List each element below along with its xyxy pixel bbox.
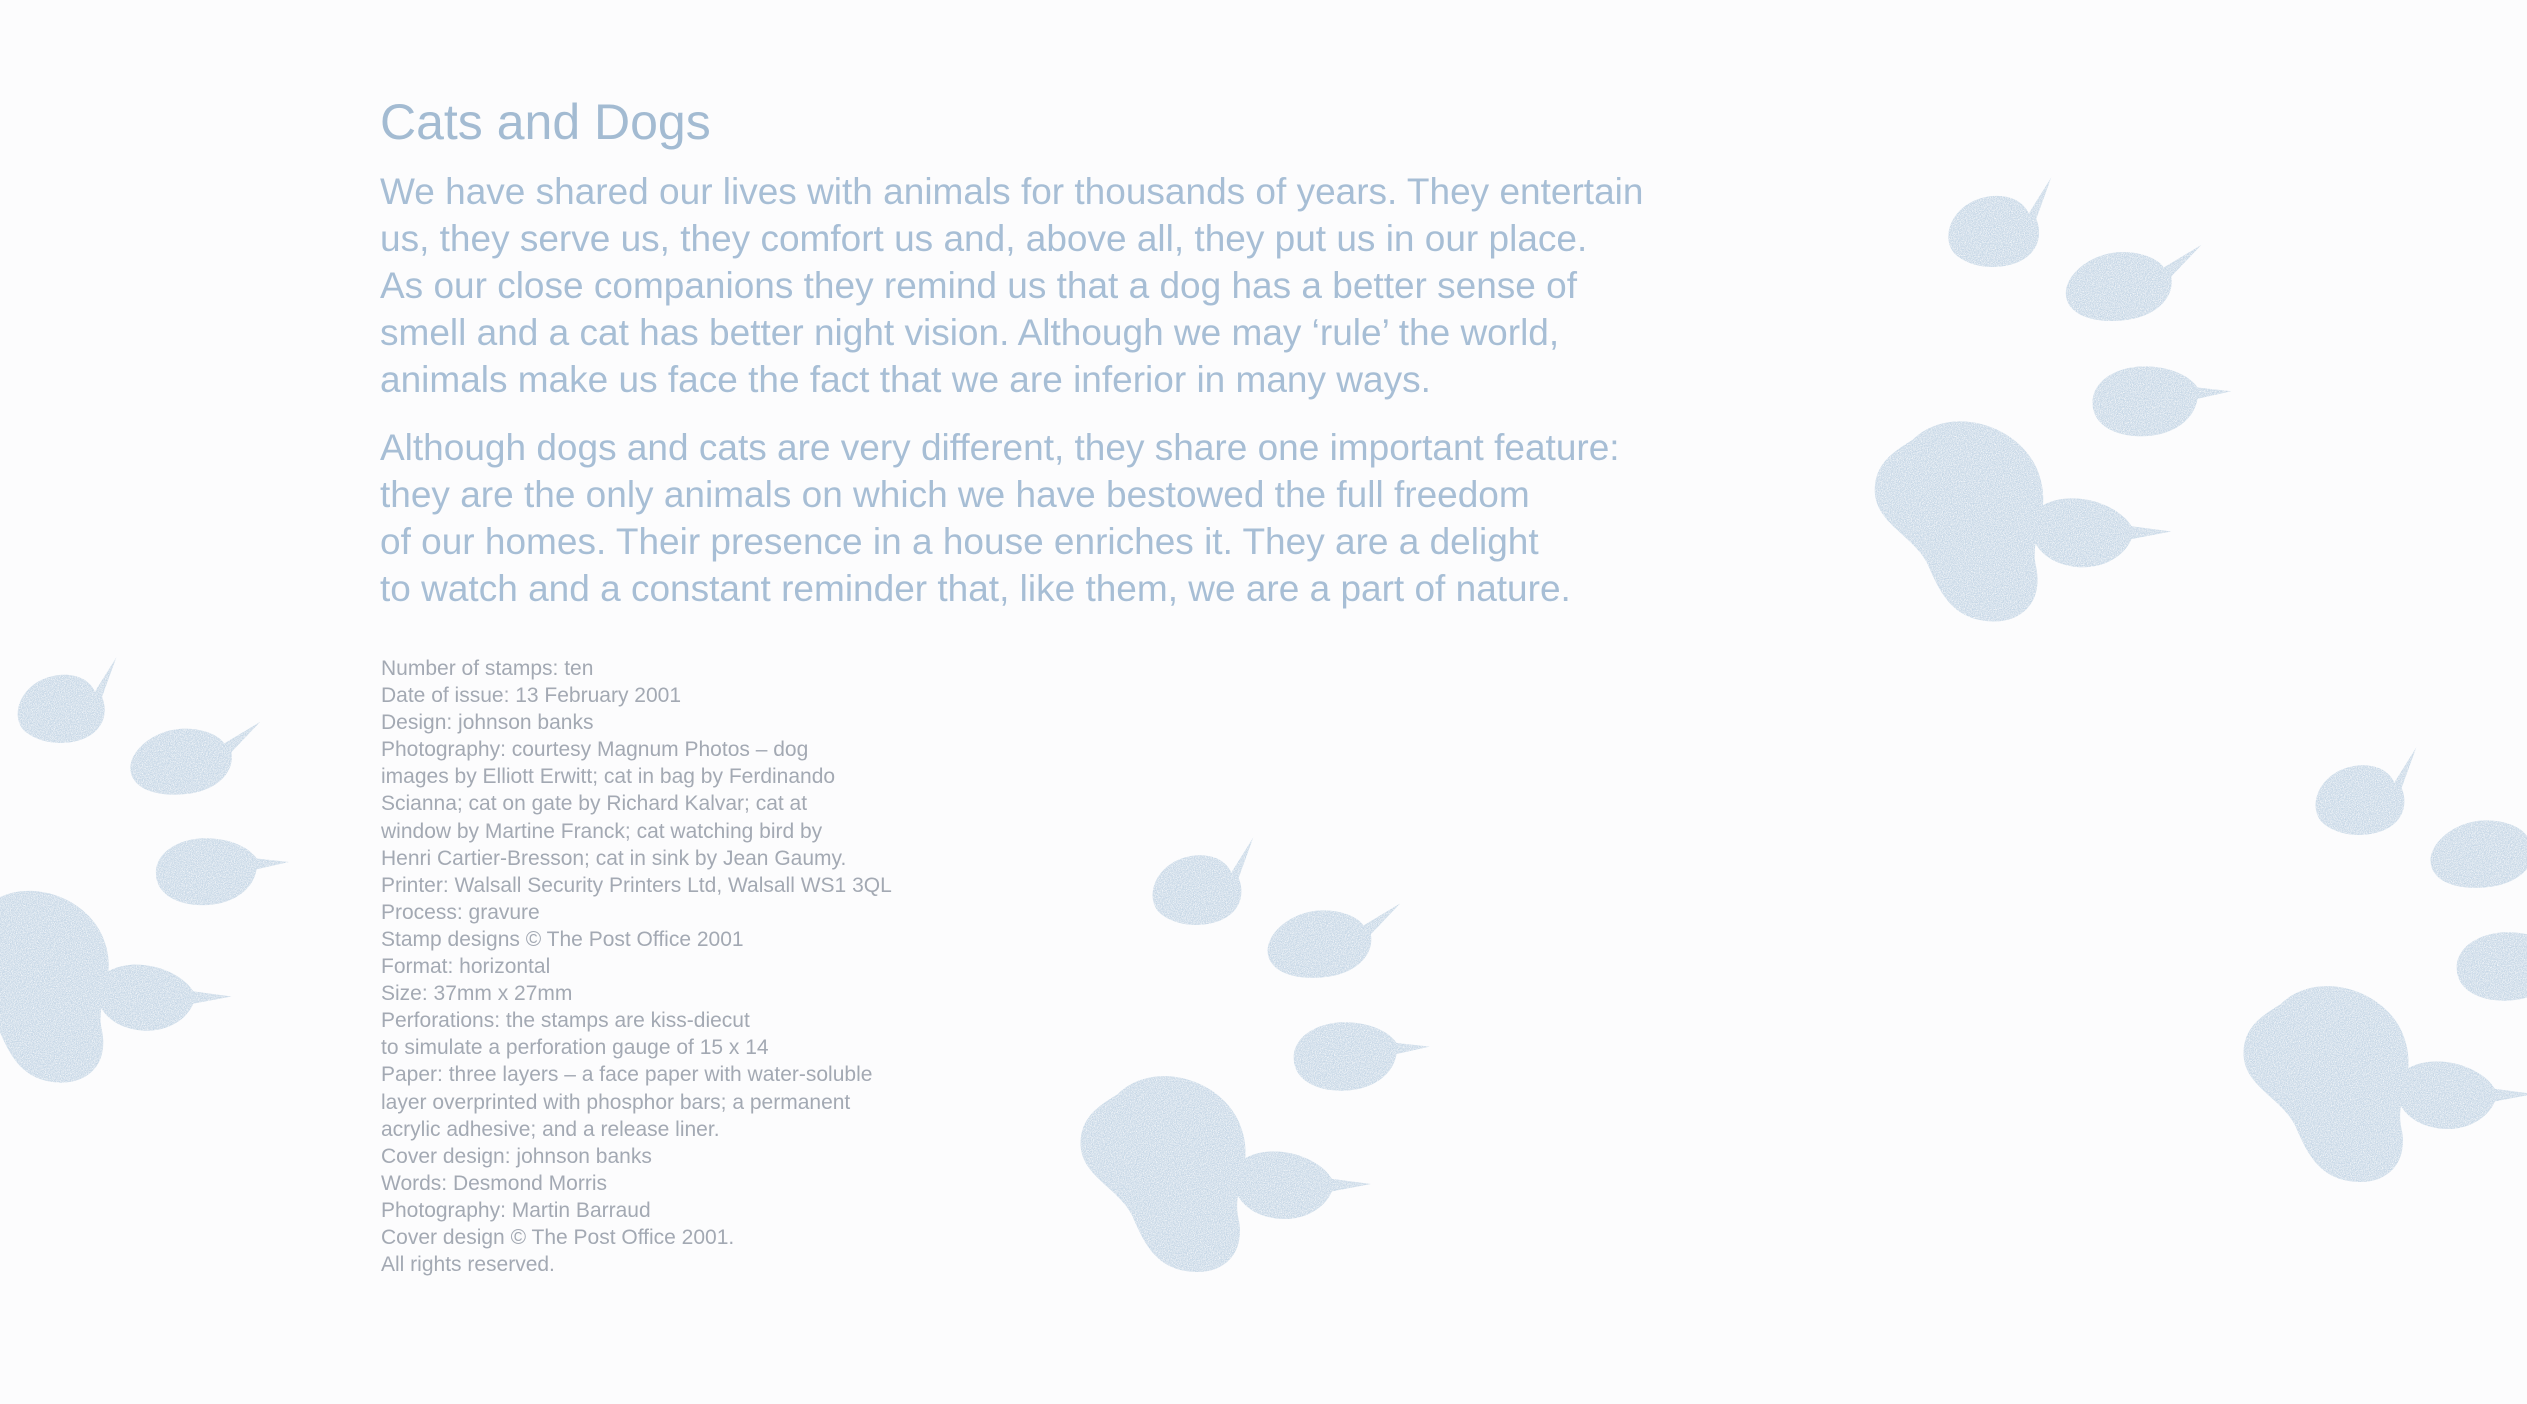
page-title: Cats and Dogs: [380, 94, 711, 150]
detail-line: Format: horizontal: [381, 955, 551, 979]
detail-line: Process: gravure: [381, 900, 540, 924]
intro-line: We have shared our lives with animals for thousands of years. They entertain: [380, 171, 1644, 212]
detail-line: Photography: courtesy Magnum Photos – dog: [381, 738, 809, 762]
paw-print-bottom-center-icon: [1012, 830, 1502, 1300]
detail-line: window by Martine Franck; cat watching bird by: [381, 819, 823, 843]
detail-line: Stamp designs © The Post Office 2001: [381, 927, 744, 951]
intro-paragraph-2: [380, 424, 1620, 612]
paw-print-shape: [0, 657, 289, 1082]
stamp-details-list: [381, 655, 892, 1278]
detail-line: images by Elliott Erwitt; cat in bag by Ferdinando: [381, 765, 836, 789]
intro-line: As our close companions they remind us that a dog has a better sense of: [380, 265, 1578, 306]
intro-line: smell and a cat has better night vision. Although we may ‘rule’ the world,: [380, 312, 1560, 353]
intro-line: to watch and a constant reminder that, like them, we are a part of nature.: [380, 568, 1571, 609]
paw-print-right-edge-icon: [2175, 740, 2527, 1210]
detail-line: Henri Cartier-Bresson; cat in sink by Jean Gaumy.: [381, 846, 847, 870]
detail-line: Perforations: the stamps are kiss-diecut: [381, 1009, 750, 1033]
intro-line: animals make us face the fact that we are inferior in many ways.: [380, 359, 1431, 400]
detail-line: Scianna; cat on gate by Richard Kalvar; cat at: [381, 792, 808, 816]
detail-line: All rights reserved.: [381, 1253, 555, 1277]
intro-line: us, they serve us, they comfort us and, above all, they put us in our place.: [380, 218, 1588, 259]
detail-line: Photography: Martin Barraud: [381, 1198, 651, 1222]
detail-line: Cover design: johnson banks: [381, 1144, 652, 1168]
paw-print-shape: [1875, 178, 2231, 622]
detail-line: Cover design © The Post Office 2001.: [381, 1225, 735, 1249]
paw-print-shape: [1081, 837, 1430, 1272]
detail-line: Words: Desmond Morris: [381, 1171, 607, 1195]
intro-line: they are the only animals on which we have bestowed the full freedom: [380, 474, 1530, 515]
paw-print-shape: [2244, 747, 2527, 1182]
detail-line: layer overprinted with phosphor bars; a permanent: [381, 1090, 851, 1114]
detail-line: Date of issue: 13 February 2001: [381, 684, 682, 708]
intro-line: Although dogs and cats are very different, they share one important feature:: [380, 427, 1620, 468]
intro-line: of our homes. Their presence in a house enriches it. They are a delight: [380, 521, 1539, 562]
detail-line: to simulate a perforation gauge of 15 x 14: [381, 1036, 769, 1060]
detail-line: Number of stamps: ten: [381, 657, 594, 680]
detail-line: Paper: three layers – a face paper with water-soluble: [381, 1063, 873, 1087]
detail-line: Size: 37mm x 27mm: [381, 982, 573, 1006]
intro-paragraph-1: [380, 168, 1643, 403]
detail-line: Design: johnson banks: [381, 711, 594, 735]
detail-line: Printer: Walsall Security Printers Ltd, Walsall WS1 3QL: [381, 873, 892, 897]
detail-line: acrylic adhesive; and a release liner.: [381, 1117, 720, 1141]
paw-print-top-right-icon: [1795, 170, 2315, 650]
paw-print-left-edge-icon: [0, 650, 360, 1110]
